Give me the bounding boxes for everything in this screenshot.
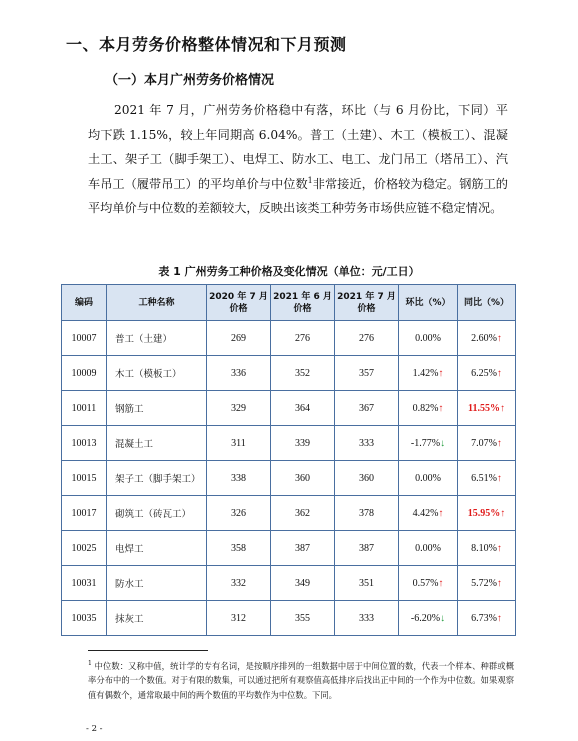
- cell-yoy: [458, 496, 516, 531]
- cell-price-2020-07: 332: [207, 566, 271, 601]
- mom-value: 4.42%: [412, 507, 439, 519]
- cell-name: 混凝土工: [107, 426, 207, 461]
- cell-yoy: [458, 426, 516, 461]
- yoy-value: 7.07%: [471, 437, 497, 449]
- mom-value: 0.00%: [415, 542, 441, 554]
- cell-mom: [399, 321, 458, 356]
- cell-price-2021-06: 360: [271, 461, 335, 496]
- header-price-2021-07: 2021 年 7 月价格: [335, 285, 399, 321]
- paragraph-text-part2: 非常接近，价格较为稳定。钢筋工的平均单价与中位数的差额较大，反映出该类工种劳务市场供应链不稳定情况。: [88, 176, 508, 215]
- table-row: [62, 531, 516, 566]
- footnote: [88, 657, 514, 702]
- cell-price-2021-06: 339: [271, 426, 335, 461]
- cell-price-2020-07: 326: [207, 496, 271, 531]
- yoy-value: 8.10%: [471, 542, 497, 554]
- footnote-ref[interactable]: 1: [307, 175, 313, 185]
- arrow-up-icon: ↑: [496, 577, 502, 589]
- arrow-up-icon: ↑: [496, 332, 502, 344]
- yoy-value: 15.95%: [467, 507, 501, 519]
- cell-code: 10009: [62, 356, 107, 391]
- cell-mom: [399, 461, 458, 496]
- page-number: - 2 -: [86, 724, 103, 734]
- arrow-up-icon: ↑: [499, 402, 505, 414]
- arrow-up-icon: ↑: [438, 577, 444, 589]
- header-code: 编码: [62, 285, 107, 321]
- cell-price-2021-07: 333: [335, 601, 399, 636]
- section-heading: 一、本月劳务价格整体情况和下月预测: [66, 35, 347, 54]
- header-price-2020-07: 2020 年 7 月价格: [207, 285, 271, 321]
- table-row: [62, 496, 516, 531]
- header-name: 工种名称: [107, 285, 207, 321]
- footnote-marker: 1: [88, 660, 92, 667]
- arrow-up-icon: ↑: [438, 367, 444, 379]
- cell-price-2020-07: 329: [207, 391, 271, 426]
- cell-price-2021-06: 362: [271, 496, 335, 531]
- cell-name: 电焊工: [107, 531, 207, 566]
- arrow-down-icon: ↓: [440, 612, 446, 624]
- arrow-up-icon: ↑: [496, 612, 502, 624]
- table-row: [62, 461, 516, 496]
- cell-price-2021-07: 378: [335, 496, 399, 531]
- arrow-up-icon: ↑: [496, 472, 502, 484]
- table-header-row: [62, 285, 516, 321]
- cell-mom: [399, 496, 458, 531]
- cell-price-2021-06: 364: [271, 391, 335, 426]
- header-price-2021-06: 2021 年 6 月价格: [271, 285, 335, 321]
- cell-code: 10031: [62, 566, 107, 601]
- table-row: [62, 391, 516, 426]
- cell-price-2021-06: 352: [271, 356, 335, 391]
- cell-name: 防水工: [107, 566, 207, 601]
- cell-price-2021-07: 351: [335, 566, 399, 601]
- mom-value: 0.82%: [412, 402, 439, 414]
- table-row: [62, 426, 516, 461]
- arrow-up-icon: ↑: [500, 507, 506, 519]
- subsection-heading: （一）本月广州劳务价格情况: [105, 73, 275, 88]
- cell-yoy: [458, 321, 516, 356]
- cell-code: 10007: [62, 321, 107, 356]
- cell-mom: [399, 391, 458, 426]
- cell-mom: [399, 566, 458, 601]
- table-row: [62, 566, 516, 601]
- yoy-value: 11.55%: [468, 402, 500, 414]
- cell-name: 木工（模板工）: [107, 356, 207, 391]
- cell-code: 10011: [62, 391, 107, 426]
- cell-price-2021-07: 333: [335, 426, 399, 461]
- cell-name: 钢筋工: [107, 391, 207, 426]
- cell-mom: [399, 531, 458, 566]
- cell-price-2021-06: 355: [271, 601, 335, 636]
- cell-code: 10017: [62, 496, 107, 531]
- footnote-text: 中位数：又称中值，统计学的专有名词，是按顺序排列的一组数据中居于中间位置的数，代表一个样本、种群或概率分布中的一个数值。对于有限的数集，可以通过把所有观察值高低排序后找出正中间的一个作为中位数。如果观察值有偶数个，通常取最中间的两个数值的平均数作为中位数。下同。: [88, 660, 514, 700]
- cell-yoy: [458, 601, 516, 636]
- cell-name: 砌筑工（砖瓦工）: [107, 496, 207, 531]
- cell-price-2021-06: 349: [271, 566, 335, 601]
- cell-price-2020-07: 312: [207, 601, 271, 636]
- table-caption: 表 1 广州劳务工种价格及变化情况（单位：元/工日）: [158, 265, 420, 278]
- cell-price-2021-07: 387: [335, 531, 399, 566]
- mom-value: -6.20%: [410, 612, 441, 624]
- header-mom: 环比（%）: [399, 285, 458, 321]
- body-paragraph: [88, 98, 508, 221]
- cell-code: 10015: [62, 461, 107, 496]
- yoy-value: 2.60%: [471, 332, 497, 344]
- cell-price-2021-06: 387: [271, 531, 335, 566]
- arrow-up-icon: ↑: [438, 402, 444, 414]
- yoy-value: 6.51%: [471, 472, 497, 484]
- cell-code: 10035: [62, 601, 107, 636]
- mom-value: -1.77%: [410, 437, 441, 449]
- cell-yoy: [458, 391, 516, 426]
- cell-yoy: [458, 461, 516, 496]
- mom-value: 1.42%: [412, 367, 439, 379]
- mom-value: 0.00%: [415, 472, 441, 484]
- cell-price-2021-07: 357: [335, 356, 399, 391]
- cell-price-2020-07: 358: [207, 531, 271, 566]
- table-row: [62, 601, 516, 636]
- cell-price-2020-07: 336: [207, 356, 271, 391]
- cell-price-2021-06: 276: [271, 321, 335, 356]
- arrow-up-icon: ↑: [496, 437, 502, 449]
- table-row: [62, 321, 516, 356]
- cell-price-2020-07: 311: [207, 426, 271, 461]
- yoy-value: 6.25%: [471, 367, 497, 379]
- cell-price-2021-07: 367: [335, 391, 399, 426]
- paragraph-text-part1: 2021 年 7 月，广州劳务价格稳中有落，环比（与 6 月份比，下同）平均下跌 1.15%，较上年同期高 6.04%。普工（土建）、木工（模板工）、混凝土工、架子工（脚手架工）、电焊工、防水工、电工、龙门吊工（塔吊工）、汽车吊工（履带吊工）的平均单价与中位数: [88, 103, 508, 191]
- yoy-value: 6.73%: [471, 612, 497, 624]
- mom-value: 0.57%: [412, 577, 439, 589]
- header-yoy: 同比（%）: [458, 285, 516, 321]
- cell-yoy: [458, 531, 516, 566]
- mom-value: 0.00%: [415, 332, 441, 344]
- cell-code: 10013: [62, 426, 107, 461]
- arrow-up-icon: ↑: [496, 542, 502, 554]
- cell-price-2021-07: 360: [335, 461, 399, 496]
- footnote-divider: [88, 650, 208, 651]
- cell-name: 架子工（脚手架工）: [107, 461, 207, 496]
- cell-price-2021-07: 276: [335, 321, 399, 356]
- labor-price-table: [61, 284, 516, 636]
- cell-mom: [399, 426, 458, 461]
- yoy-value: 5.72%: [471, 577, 497, 589]
- arrow-up-icon: ↑: [496, 367, 502, 379]
- arrow-up-icon: ↑: [438, 507, 444, 519]
- cell-name: 普工（土建）: [107, 321, 207, 356]
- cell-yoy: [458, 566, 516, 601]
- cell-code: 10025: [62, 531, 107, 566]
- cell-name: 抹灰工: [107, 601, 207, 636]
- table-row: [62, 356, 516, 391]
- cell-yoy: [458, 356, 516, 391]
- cell-mom: [399, 601, 458, 636]
- cell-price-2020-07: 338: [207, 461, 271, 496]
- cell-mom: [399, 356, 458, 391]
- cell-price-2020-07: 269: [207, 321, 271, 356]
- arrow-down-icon: ↓: [440, 437, 446, 449]
